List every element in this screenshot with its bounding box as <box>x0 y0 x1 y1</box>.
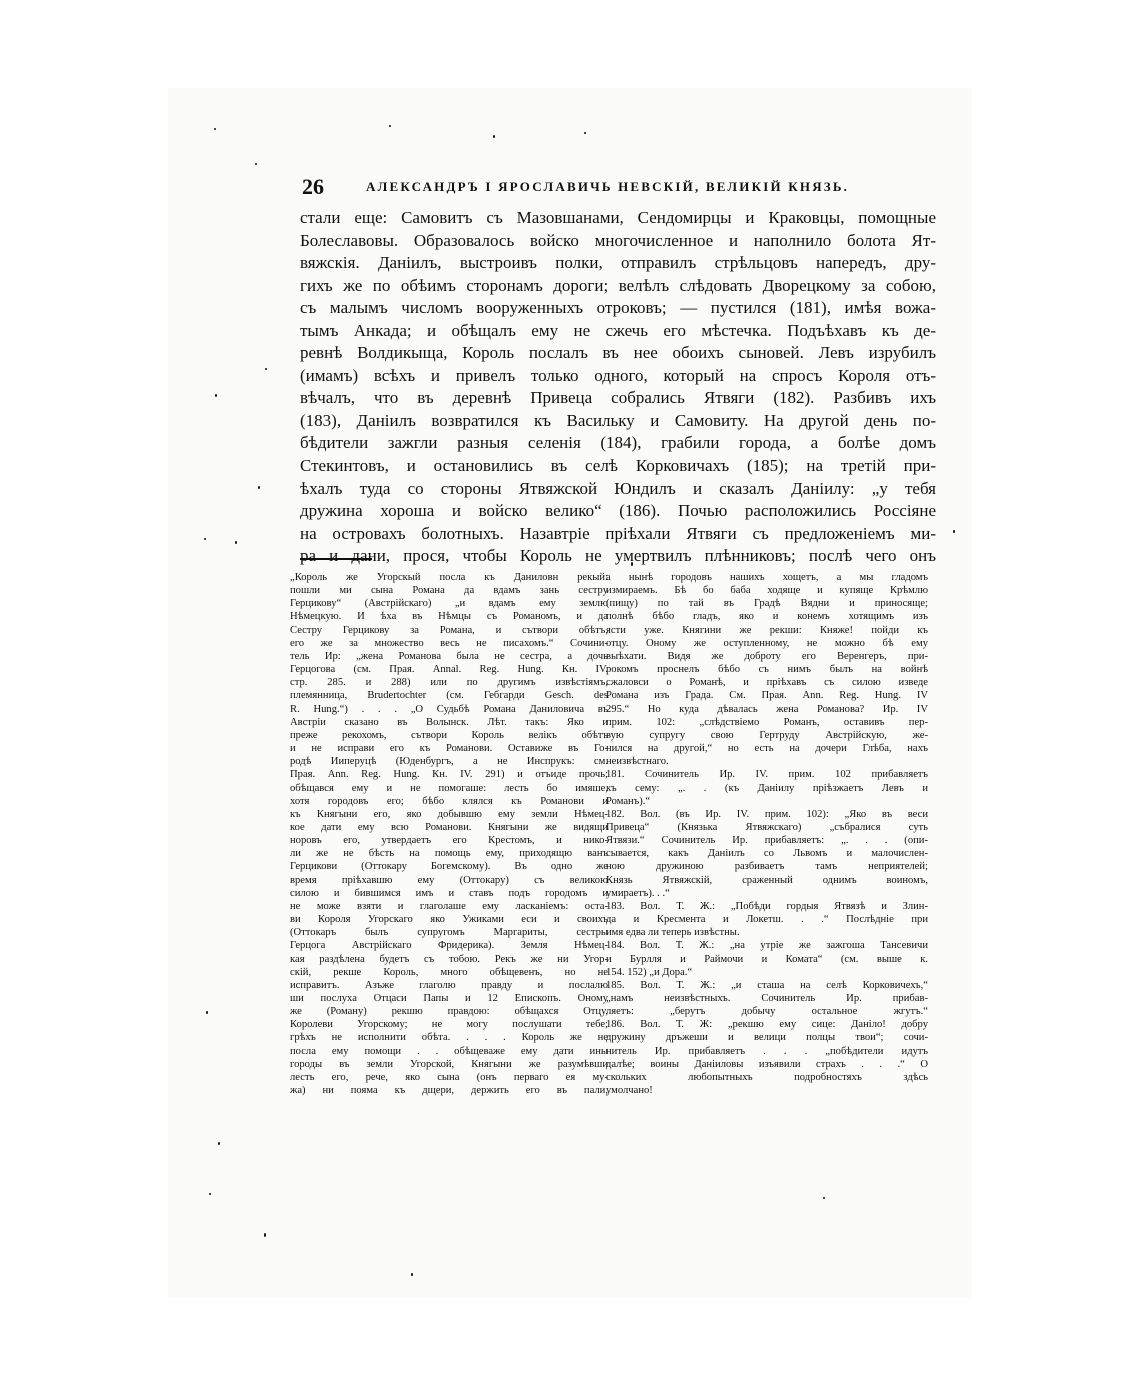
footnote-line: 183. Вол. Т. Ж.: „Побѣди гордыя Ятвязѣ и Злин- <box>606 900 928 912</box>
scan-speck <box>265 368 267 370</box>
footnote-line: силою и бившимся имъ и ставъ подъ городомъ и <box>290 887 608 899</box>
footnote-line: R. Hung.“) . . . „О Судьбѣ Романа Даниловича въ <box>290 703 608 715</box>
footnote-line: посла ему помощи . . обѣщеваже ему дати ины <box>290 1045 608 1057</box>
footnote-line: жа) ни пояма къ дщери, держить его въ пали, <box>290 1085 608 1097</box>
footnote-line: а нынѣ городовъ нашихъ хощетъ, а мы гладомъ <box>606 572 928 583</box>
main-text-line: (имамъ) всѣхъ и привелъ только одного, который на спросъ Короля отъ- <box>300 365 936 385</box>
footnote-line: тель Ир: „жена Романова была не сестра, а дочь <box>290 650 608 662</box>
main-text-line: бѣдители зажгли разныя селенія (184), грабили города, а болѣе домъ <box>300 433 936 453</box>
footnote-line: выѣхати. Видя же доброту его Веренгеръ, при- <box>606 650 928 662</box>
footnotes-right-column <box>606 571 928 1097</box>
page-number: 26 <box>302 174 324 199</box>
footnote-line: дружину дръжеши и велици полцы твои“; сочи- <box>606 1032 928 1044</box>
footnote-line: ли же не бѣсть на помощь ему, приходящю ванъ <box>290 848 608 860</box>
footnote-line: Сестру Герцикову за Романа, и сътвори обѣтъ, <box>290 624 608 636</box>
footnote-line: кая раздѣлена будетъ съ тобою. Рекъ же ни Угор- <box>290 953 608 965</box>
scan-speck <box>218 1142 220 1145</box>
footnote-line: далѣе; воины Даніиловы изъявили страхъ . . .“ О <box>606 1058 928 1070</box>
footnote-line: и Бурлля и Раймочи и Комата“ (см. выше к. <box>606 953 928 965</box>
scan-speck <box>389 125 391 127</box>
footnote-line: Герцикову“ (Австрійскаго) „и вдамъ ему землю <box>290 598 608 610</box>
footnote-line: время пріѣхавшю ему (Оттокару) съ великою <box>290 874 608 886</box>
footnote-line: ши послуха Отцаси Папы и 12 Епископъ. Оному <box>290 993 608 1004</box>
footnote-line: же (Роману) рекшю правдою: обѣщахся Отцу, <box>290 1006 608 1018</box>
footnote-line: умолчано! <box>606 1085 653 1097</box>
footnote-line: да и Кресмента и Локетш. . .“ Послѣдніе при <box>606 914 928 926</box>
footnote-line: не може взяти и глаголаше ему ласканіемъ: оста- <box>290 900 608 912</box>
footnote-line: норовъ его, утвердаетъ его Крестомъ, и нико- <box>290 835 608 847</box>
footnote-line: умираетъ). . .“ <box>606 887 670 899</box>
main-text-line: (183), Даніилъ возвратился къ Васильку и Самовиту. На другой день по- <box>300 410 936 430</box>
scan-speck <box>584 132 586 134</box>
main-text-line: стали еще: Самовитъ съ Мазовшанами, Сендомирцы и Краковцы, помощные <box>300 208 936 227</box>
footnote-line: Австріи сказано въ Волынск. Лѣт. такъ: Яко и <box>290 716 608 728</box>
footnote-line: нился на другой,“ но есть на дочери Глѣба, нахъ <box>606 743 928 755</box>
footnote-line: Герцогова (см. Прая. Annal. Reg. Hung. Кн. IV. <box>290 664 608 676</box>
footnote-line: городы въ земли Угорской, Княгыни же разумѣвши <box>290 1058 608 1070</box>
footnotes-left-column <box>290 571 608 1097</box>
scan-speck <box>255 163 257 165</box>
footnote-separator-rule <box>300 558 372 560</box>
scan-speck <box>215 394 217 397</box>
footnote-line: 154. 152) „и Дора.“ <box>606 966 693 978</box>
main-text-line: вяжскія. Даніилъ, выстроивъ полки, отправилъ стрѣльцовъ напередъ, дру- <box>300 253 936 273</box>
footnote-line: скій, рекше Король, много обѣщевенъ, но не <box>290 966 608 978</box>
footnote-line: его же за множество весь не писахомъ.“ Сочини- <box>290 637 608 649</box>
footnote-line: нитель Ир. прибавляетъ . . . „побѣдители идутъ <box>606 1045 928 1057</box>
main-text-line: ревнѣ Волдикыща, Король послалъ въ нее обоихъ сыновей. Левъ изрубилъ <box>300 343 936 363</box>
scan-speck <box>953 530 955 533</box>
footnote-line: ясти уже. Княгини же рекши: Княже! пойди къ <box>606 624 928 636</box>
footnote-line: 295.“ Но куда дѣвалась жена Романова? Ир. IV <box>606 703 928 715</box>
scan-speck <box>264 1233 266 1237</box>
footnote-line: 184. Вол. Т. Ж.: „на утріе же зажгоша Тансевичи <box>606 940 928 952</box>
footnote-line: неизвѣстнаго. <box>606 756 669 768</box>
main-text-line: Стекинтовъ, и остановились въ селѣ Корковичахъ (185); на третій при- <box>300 456 936 476</box>
main-text-block <box>300 207 936 568</box>
main-text-line: на островахъ болотныхъ. Назавтріе пріѣхали Ятвяги съ предложеніемъ ми- <box>300 523 936 543</box>
footnote-line: полнѣ бѣбо гладъ, яко и конемъ хотящимъ изъ <box>606 611 928 623</box>
scan-speck <box>204 538 206 540</box>
footnote-line: 182. Вол. (въ Ир. IV. прим. 102): „Яко въ веси <box>606 808 928 820</box>
footnote-line: „намъ неизвѣстныхъ. Сочинитель Ир. прибав- <box>606 993 928 1004</box>
main-text-line: дружина хороша и войско велико“ (186). Почью расположились Россіяне <box>300 501 936 521</box>
scan-speck <box>206 1011 208 1014</box>
footnote-line: пошли ми сына Романа да вдамъ зань сестру <box>290 585 608 597</box>
main-text-line: тымъ Анкада; и обѣщалъ ему не сжечь его мѣстечка. Подъѣхавъ къ де- <box>300 320 936 340</box>
footnote-line: 181. Сочинитель Ир. IV. прим. 102 прибавляетъ <box>606 769 928 781</box>
footnote-line: ною дружиною разбиваетъ тамъ неприятелей; <box>606 861 928 873</box>
footnote-line: лесть его, рече, яко сына (онъ перваго ея му- <box>290 1071 608 1083</box>
footnote-line: хотя городовъ его; бѣбо клялся къ Романови и <box>290 795 608 807</box>
footnote-line: Герцикови (Оттокару Богемскому). Въ одно же <box>290 861 608 873</box>
footnote-line: и не исправи его къ Романови. Оставиже въ Го- <box>290 743 608 755</box>
footnote-line: Романа изъ Града. См. Прая. Ann. Reg. Hung. IV <box>606 690 928 702</box>
scan-speck <box>493 135 495 138</box>
footnote-line: исправитъ. Азъже глаголю правду и послалю <box>290 979 608 991</box>
footnote-line: (пищу) по тай въ Градѣ Вядни и приносяще; <box>606 598 928 610</box>
main-text-line: ра и дани, прося, чтобы Король не умертвилъ плѣнниковъ; послѣ чего онъ <box>300 546 936 566</box>
footnote-line: (Оттокаръ былъ супругомъ Маргариты, сестры <box>290 927 608 939</box>
footnote-line: Прая. Ann. Reg. Hung. Кн. IV. 291) и отъиде прочь; <box>290 769 608 781</box>
footnote-line: Ятвязи.“ Сочинитель Ир. прибавляетъ: „. . . (опи- <box>606 835 928 847</box>
footnote-line: Привеца“ (Князька Ятвяжскаго) „събралися суть <box>606 821 928 833</box>
footnote-line: Королеви Угорскому; не могу послушати тебе; <box>290 1019 608 1031</box>
footnote-line: Нѣмецкую. И ѣха въ Нѣмцы съ Романомъ, и да <box>290 611 608 623</box>
footnote-line: ляетъ: „берутъ добычу остальное жгутъ.“ <box>606 1006 928 1018</box>
main-text-line: ѣхалъ туда со стороны Ятвяжской Юндилъ и сказалъ Даніилу: „у тебя <box>300 478 936 498</box>
footnote-line: кое дати ему всю Романови. Княгыни же видящи <box>290 821 608 833</box>
footnote-line: преже рекохомъ, сътвори Король велікъ обѣтъ <box>290 729 608 741</box>
footnote-line: ви Короля Угорскаго яко Ужиками еси и своихъ <box>290 914 608 926</box>
scan-speck <box>209 1193 211 1195</box>
footnote-line: Герцога Австрійскаго Фридерика). Земля Нѣмец- <box>290 940 608 952</box>
scan-speck <box>214 128 216 130</box>
footnote-line: „Король же Угорскый посла къ Даниловн рекый: <box>290 572 608 583</box>
footnote-line: родѣ Ииперуцѣ (Юденбургъ, а не Инспрукъ: см. <box>290 756 608 768</box>
footnote-line: имя едва ли теперь извѣстны. <box>606 927 740 939</box>
footnote-line: Романъ).“ <box>606 795 651 807</box>
footnote-line: къ сему: „. . (къ Даніилу пріѣзжаетъ Левъ и <box>606 782 928 794</box>
footnote-line: измираемъ. Бѣ бо баба ходяще и купяще Крѣмлю <box>606 585 928 597</box>
running-title: АЛЕКСАНДРЪ I ЯРОСЛАВИЧЬ НЕВСКІЙ, ВЕЛИКІЙ КНЯЗЬ. <box>366 179 850 194</box>
footnote-line: отцу. Оному же оступленному, не можно бѣ ему <box>606 637 928 649</box>
main-text-line: вѣчалъ, что въ деревнѣ Привеца собрались Ятвяги (182). Разбивъ ихъ <box>300 388 936 408</box>
main-text-line: съ малымъ числомъ вооруженныхъ отроковъ; — пустился (181), имѣя вожа- <box>300 298 936 318</box>
footnote-line: вую супругу свою Гертруду Австрійскую, же- <box>606 729 928 741</box>
footnote-line: прим. 102: „слѣдствіемо Романъ, оставивъ пер- <box>606 716 928 728</box>
scan-speck <box>258 486 260 489</box>
scan-speck <box>235 541 237 544</box>
footnote-line: племянница, Brudertochter (см. Гебгарди Gesch. des <box>290 690 608 702</box>
footnote-line: сывается, какъ Даніилъ со Львомъ и малочислен- <box>606 848 928 860</box>
main-text-line: гихъ же по обѣимъ сторонамъ дороги; велѣлъ слѣдовать Дворецкому за собою, <box>300 275 936 295</box>
scan-speck <box>411 1273 413 1276</box>
footnote-line: скольких любопытныхъ подробностяхъ здѣсь <box>606 1071 928 1083</box>
main-text-line: Болеславовы. Образовалось войско многочисленное и наполнило болота Ят- <box>300 230 936 250</box>
footnote-line: обѣщався ему и не помогаше: лесть бо имяше, <box>290 782 608 794</box>
footnote-line: 185. Вол. Т. Ж.: „и сташа на селѣ Корковичехъ,“ <box>606 979 928 991</box>
footnote-line: рокомъ проснелъ бѣбо съ нимъ былъ на войнѣ <box>606 664 928 676</box>
footnote-line: сжаловси о Романѣ, и пріѣхавъ съ силою изведе <box>606 677 928 689</box>
scan-speck <box>823 1197 825 1199</box>
footnote-line: стр. 285. и 288) или по другимъ извѣстіямъ, <box>290 677 608 689</box>
page-header <box>300 174 940 200</box>
footnote-line: къ Княгыни его, яко добывшю ему земли Нѣмец- <box>290 808 608 820</box>
footnote-line: 186. Вол. Т. Ж: „рекшю ему сице: Даніло! добру <box>606 1019 928 1031</box>
footnote-line: Князь Ятвяжскій, сраженный однимъ воиномъ, <box>606 874 928 886</box>
footnote-line: грѣхъ не исполнити обѣта. . . . Король же не <box>290 1032 608 1044</box>
